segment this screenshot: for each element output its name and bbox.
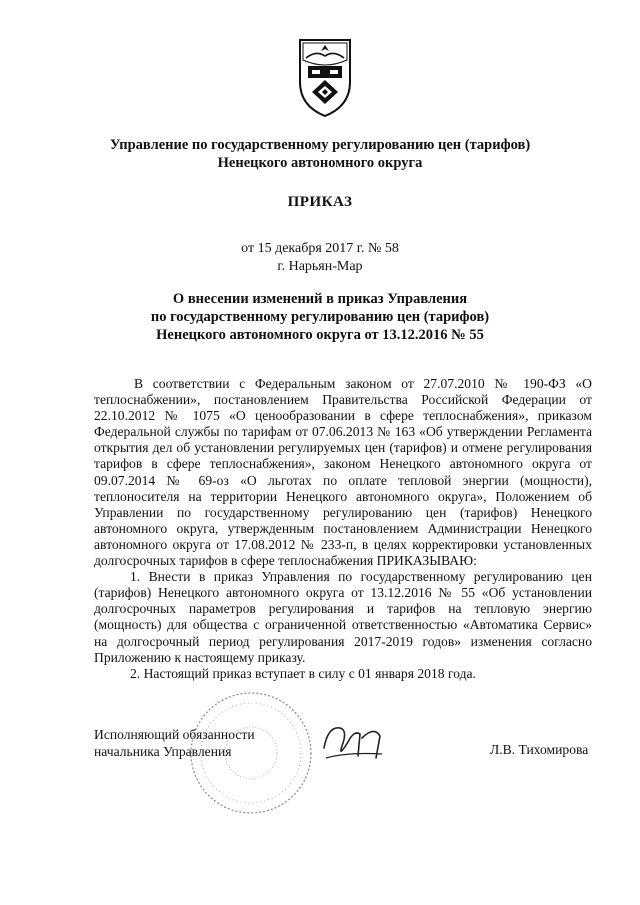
date-line: от 15 декабря 2017 г. № 58 xyxy=(241,241,399,256)
position-line-2: начальника Управления xyxy=(94,744,232,759)
subject-line-3: Ненецкого автономного округа от 13.12.2016 № 55 xyxy=(156,327,484,343)
signatory-position xyxy=(94,726,255,760)
date-block xyxy=(60,240,580,276)
order-item-1: 1. Внести в приказ Управления по государственному регулированию цен (тарифов) Ненецкого автономного округа от 13.12.2016 № 55 «Об установлении долгосрочных параметров регулирования и тарифов на тепловую энергию (мощность) для общества с ограниченной ответственностью «Автоматика Сервис» на долгосрочный период регулирования 2017-2019 годов» изменения согласно Приложению к настоящему приказу. xyxy=(94,569,592,665)
nao-coat-of-arms-icon xyxy=(296,36,354,120)
place-line: г. Нарьян-Мар xyxy=(277,259,363,274)
subject-line-1: О внесении изменений в приказ Управления xyxy=(172,291,468,307)
org-line-1: Управление по государственному регулированию цен (тарифов) xyxy=(109,137,531,153)
preamble-paragraph: В соответствии с Федеральным законом от 27.07.2010 № 190-ФЗ «О теплоснабжении», постановлением Правительства Российской Федерации от 22.10.2012 № 1075 «О ценообразовании в сфере теплоснабжения», приказом Федеральной службы по тарифам от 07.06.2013 № 163 «Об утверждении Регламента открытия дел об установлении регулируемых цен (тарифов) и отмене регулирования тарифов в сфере теплоснабжения», законом Ненецкого автономного округа от 09.07.2014 № 69-оз «О льготах по оплате тепловой энергии (мощности), теплоносителя на территории Ненецкого автономного округа», Положением об Управлении по государственному регулированию цен (тарифов) Ненецкого автономного округа, утвержденным постановлением Администрации Ненецкого автономного округа от 17.08.2012 № 233-п, в целях корректировки установленных долгосрочных тарифов в сфере теплоснабжения ПРИКАЗЫВАЮ: xyxy=(94,376,592,569)
document-type: ПРИКАЗ xyxy=(287,194,353,210)
org-line-2: Ненецкого автономного округа xyxy=(217,155,423,171)
handwritten-signature-icon xyxy=(318,718,388,768)
document-body xyxy=(94,376,592,682)
organization-name xyxy=(60,136,580,172)
document-subject xyxy=(60,290,580,344)
order-item-2: 2. Настоящий приказ вступает в силу с 01 января 2018 года. xyxy=(130,665,476,681)
signatory-name: Л.В. Тихомирова xyxy=(490,742,589,757)
subject-line-2: по государственному регулированию цен (тарифов) xyxy=(150,309,490,325)
position-line-1: Исполняющий обязанности xyxy=(94,727,255,742)
